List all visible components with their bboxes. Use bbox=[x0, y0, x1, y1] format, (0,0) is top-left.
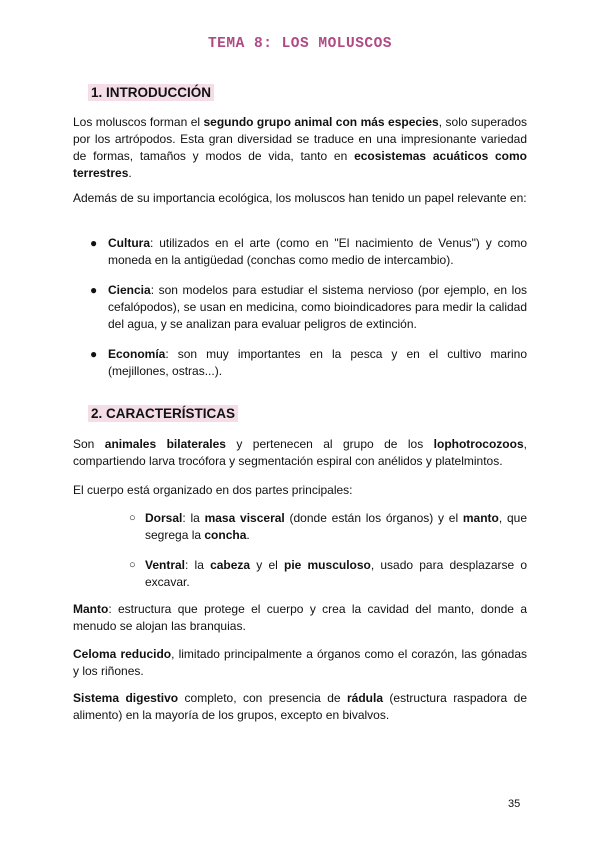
hollow-circle-icon: ○ bbox=[129, 559, 136, 571]
carac-paragraph-1: Son animales bilaterales y pertenecen al grupo de los lophotrocozoos, compartiendo larva trocófora y segmentación espiral con anélidos y platelmintos. bbox=[73, 437, 527, 468]
section-heading-caracteristicas: 2. CARACTERÍSTICAS bbox=[88, 405, 238, 422]
manto-paragraph: Manto: estructura que protege el cuerpo y crea la cavidad del manto, donde a menudo se alojan las branquias. bbox=[73, 602, 527, 633]
bullet-cultura: ● Cultura: utilizados en el arte (como en "El nacimiento de Venus") y como moneda en la antigüedad (conchas como medio de intercambio). bbox=[90, 236, 527, 267]
celoma-paragraph: Celoma reducido, limitado principalmente a órganos como el corazón, las gónadas y los riñones. bbox=[73, 647, 527, 678]
page-title: TEMA 8: LOS MOLUSCOS bbox=[207, 36, 393, 52]
page-number: 35 bbox=[508, 798, 521, 810]
bullet-dot-icon: ● bbox=[90, 236, 98, 250]
carac-paragraph-2: El cuerpo está organizado en dos partes principales: bbox=[73, 483, 353, 497]
hollow-circle-icon: ○ bbox=[129, 512, 136, 524]
digestivo-paragraph: Sistema digestivo completo, con presencia de rádula (estructura raspadora de alimento) en la mayoría de los grupos, excepto en bivalvos. bbox=[73, 691, 527, 722]
section-heading-introduccion: 1. INTRODUCCIÓN bbox=[88, 84, 214, 101]
bullet-ciencia: ● Ciencia: son modelos para estudiar el sistema nervioso (por ejemplo, en los cefalópodos), se usan en medicina, como bioindicadores para medir la calidad del agua, y se analizan para evaluar peligros de extinción. bbox=[90, 283, 527, 331]
intro-paragraph-2: Además de su importancia ecológica, los moluscos han tenido un papel relevante en: bbox=[73, 191, 527, 205]
subbullet-ventral: ○ Ventral: la cabeza y el pie musculoso, usado para desplazarse o excavar. bbox=[129, 558, 528, 589]
bullet-dot-icon: ● bbox=[90, 283, 98, 297]
intro-paragraph-1: Los moluscos forman el segundo grupo animal con más especies, solo superados por los artrópodos. Esta gran diversidad se traduce en una impresionante variedad de formas, tamaños y modos de vida, tanto en ecosistemas acuáticos como terrestres. bbox=[73, 115, 528, 180]
subbullet-dorsal: ○ Dorsal: la masa visceral (donde están los órganos) y el manto, que segrega la concha. bbox=[129, 511, 527, 542]
bullet-dot-icon: ● bbox=[90, 347, 98, 361]
bullet-economia: ● Economía: son muy importantes en la pesca y en el cultivo marino (mejillones, ostras...). bbox=[90, 347, 527, 378]
